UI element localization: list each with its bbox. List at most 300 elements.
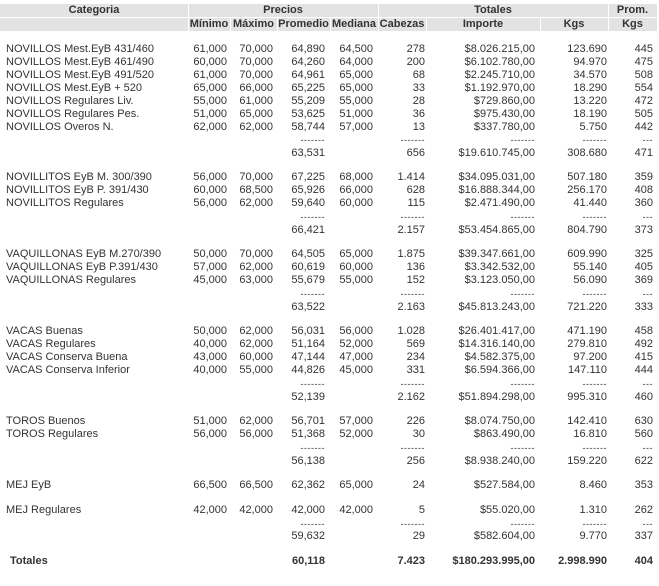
subtotal-divider bbox=[0, 444, 659, 453]
cell-mediana: 60,000 bbox=[339, 261, 373, 273]
subtotal-prom-kgs: 373 bbox=[634, 224, 653, 236]
dash-cabezas: ------- bbox=[400, 135, 425, 145]
cell-mediana: 57,000 bbox=[339, 415, 373, 427]
subtotal-cabezas: 2.163 bbox=[397, 301, 425, 313]
dash-importe: ------- bbox=[510, 443, 535, 453]
cell-importe: $4.582.375,00 bbox=[464, 351, 535, 363]
cell-cabezas: 1.028 bbox=[397, 325, 425, 337]
subtotal-divider bbox=[0, 380, 659, 389]
cell-prom-kgs: 359 bbox=[634, 171, 653, 183]
subtotal-divider bbox=[0, 520, 659, 529]
subtotal-row bbox=[0, 530, 659, 543]
cell-maximo: 68,500 bbox=[239, 184, 273, 196]
cell-cabezas: 13 bbox=[412, 121, 425, 133]
cell-mediana: 45,000 bbox=[339, 364, 373, 376]
cell-minimo: 51,000 bbox=[193, 415, 227, 427]
cell-kgs: 507.180 bbox=[567, 171, 607, 183]
cell-mediana: 55,000 bbox=[339, 95, 373, 107]
cell-kgs: 123.690 bbox=[567, 43, 607, 55]
cell-importe: $55.020,00 bbox=[479, 504, 535, 516]
cell-promedio: 58,744 bbox=[291, 121, 325, 133]
header-cabezas: Cabezas bbox=[379, 18, 425, 30]
cell-importe: $975.430,00 bbox=[473, 108, 535, 120]
cell-importe: $337.780,00 bbox=[473, 121, 535, 133]
cell-kgs: 256.170 bbox=[567, 184, 607, 196]
header-categoria: Categoria bbox=[68, 4, 120, 16]
dash-prom: --- bbox=[642, 519, 653, 529]
cell-kgs: 147.110 bbox=[568, 364, 607, 376]
cell-maximo: 62,000 bbox=[239, 338, 273, 350]
cell-prom-kgs: 475 bbox=[634, 56, 653, 68]
header-maximo: Máximo bbox=[233, 18, 274, 30]
cell-categoria: MEJ EyB bbox=[6, 479, 52, 491]
dash-promedio: ------- bbox=[300, 135, 325, 145]
cell-cabezas: 30 bbox=[412, 428, 425, 440]
cell-minimo: 40,000 bbox=[193, 364, 227, 376]
cell-maximo: 55,000 bbox=[239, 364, 273, 376]
cell-mediana: 65,000 bbox=[339, 248, 373, 260]
cell-mediana: 66,000 bbox=[339, 184, 373, 196]
cell-importe: $3.342.532,00 bbox=[464, 261, 535, 273]
cell-kgs: 279.810 bbox=[567, 338, 607, 350]
cell-promedio: 44,826 bbox=[291, 364, 325, 376]
subtotal-kgs: 995.310 bbox=[567, 391, 607, 403]
subtotal-cabezas: 2.157 bbox=[397, 224, 425, 236]
table-row bbox=[0, 504, 659, 517]
cell-maximo: 70,000 bbox=[239, 43, 273, 55]
cell-cabezas: 24 bbox=[412, 479, 425, 491]
cell-categoria: NOVILLITOS EyB P. 391/430 bbox=[6, 184, 149, 196]
cell-importe: $2.245.710,00 bbox=[464, 69, 535, 81]
subtotal-prom-kgs: 333 bbox=[634, 301, 653, 313]
header-divider bbox=[426, 18, 427, 31]
subtotal-divider bbox=[0, 136, 659, 145]
cell-mediana: 52,000 bbox=[339, 338, 373, 350]
cell-kgs: 471.190 bbox=[567, 325, 607, 337]
dash-kgs: ------- bbox=[582, 212, 607, 222]
cell-maximo: 62,000 bbox=[239, 197, 273, 209]
table-row bbox=[0, 428, 659, 441]
dash-prom: --- bbox=[642, 289, 653, 299]
cell-categoria: NOVILLOS Mest.EyB 431/460 bbox=[6, 43, 154, 55]
cell-promedio: 56,031 bbox=[291, 325, 325, 337]
table-row bbox=[0, 108, 659, 121]
dash-prom: --- bbox=[642, 379, 653, 389]
grand-total-promedio: 60,118 bbox=[291, 555, 325, 567]
cell-prom-kgs: 505 bbox=[634, 108, 653, 120]
cell-importe: $6.102.780,00 bbox=[464, 56, 535, 68]
cell-prom-kgs: 442 bbox=[634, 121, 653, 133]
dash-cabezas: ------- bbox=[400, 379, 425, 389]
header-divider bbox=[188, 4, 189, 17]
table-row bbox=[0, 56, 659, 69]
cell-mediana: 42,000 bbox=[339, 504, 373, 516]
cell-minimo: 65,000 bbox=[193, 82, 227, 94]
cell-promedio: 51,368 bbox=[291, 428, 325, 440]
cell-kgs: 18.190 bbox=[573, 108, 607, 120]
header-prom-kgs: Kgs bbox=[622, 18, 643, 30]
cell-mediana: 60,000 bbox=[339, 197, 373, 209]
subtotal-promedio: 63,531 bbox=[291, 147, 325, 159]
grand-total-cabezas: 7.423 bbox=[397, 555, 425, 567]
cell-maximo: 62,000 bbox=[239, 325, 273, 337]
cell-categoria: NOVILLITOS Regulares bbox=[6, 197, 124, 209]
subtotal-row bbox=[0, 391, 659, 404]
cell-promedio: 55,679 bbox=[291, 274, 325, 286]
header-kgs: Kgs bbox=[563, 18, 585, 30]
header-totales: Totales bbox=[474, 4, 512, 16]
cell-maximo: 60,000 bbox=[239, 351, 273, 363]
subtotal-row bbox=[0, 301, 659, 314]
cell-kgs: 16.810 bbox=[573, 428, 607, 440]
cell-cabezas: 200 bbox=[406, 56, 425, 68]
cell-minimo: 55,000 bbox=[193, 95, 227, 107]
dash-kgs: ------- bbox=[582, 135, 607, 145]
cell-cabezas: 152 bbox=[406, 274, 425, 286]
dash-prom: --- bbox=[642, 443, 653, 453]
subtotal-cabezas: 656 bbox=[406, 147, 425, 159]
subtotal-cabezas: 29 bbox=[412, 530, 425, 542]
header-prom: Prom. bbox=[616, 4, 649, 16]
cell-minimo: 45,000 bbox=[193, 274, 227, 286]
cell-kgs: 97.200 bbox=[573, 351, 607, 363]
cell-promedio: 51,164 bbox=[291, 338, 325, 350]
cell-cabezas: 136 bbox=[406, 261, 425, 273]
cell-cabezas: 278 bbox=[406, 43, 425, 55]
dash-importe: ------- bbox=[510, 135, 535, 145]
header-divider bbox=[540, 18, 541, 31]
table-row bbox=[0, 171, 659, 184]
dash-kgs: ------- bbox=[582, 443, 607, 453]
dash-promedio: ------- bbox=[300, 212, 325, 222]
cell-maximo: 66,500 bbox=[239, 479, 273, 491]
cell-maximo: 65,000 bbox=[239, 108, 273, 120]
cell-mediana: 64,000 bbox=[339, 56, 373, 68]
table-row bbox=[0, 325, 659, 338]
subtotal-prom-kgs: 460 bbox=[634, 391, 653, 403]
cell-promedio: 64,890 bbox=[291, 43, 325, 55]
cell-minimo: 50,000 bbox=[193, 248, 227, 260]
dash-kgs: ------- bbox=[582, 519, 607, 529]
cell-promedio: 64,260 bbox=[291, 56, 325, 68]
cell-cabezas: 569 bbox=[406, 338, 425, 350]
subtotal-promedio: 59,632 bbox=[291, 530, 325, 542]
cell-promedio: 59,640 bbox=[291, 197, 325, 209]
cell-cabezas: 33 bbox=[412, 82, 425, 94]
cell-kgs: 34.570 bbox=[573, 69, 607, 81]
header-precios: Precios bbox=[263, 4, 303, 16]
table-row bbox=[0, 82, 659, 95]
subtotal-kgs: 721.220 bbox=[567, 301, 607, 313]
header-divider bbox=[608, 4, 609, 17]
cell-categoria: VACAS Conserva Inferior bbox=[6, 364, 130, 376]
cell-maximo: 70,000 bbox=[239, 171, 273, 183]
dash-promedio: ------- bbox=[300, 519, 325, 529]
header-divider bbox=[608, 18, 609, 31]
header-minimo: Mínimo bbox=[189, 18, 229, 30]
cell-cabezas: 5 bbox=[418, 504, 425, 516]
cell-categoria: NOVILLOS Mest.EyB 491/520 bbox=[6, 69, 154, 81]
dash-cabezas: ------- bbox=[400, 289, 425, 299]
cell-prom-kgs: 369 bbox=[634, 274, 653, 286]
subtotal-kgs: 9.770 bbox=[579, 530, 607, 542]
grand-total-importe: $180.293.995,00 bbox=[452, 555, 535, 567]
header-divider bbox=[378, 18, 379, 31]
dash-cabezas: ------- bbox=[400, 212, 425, 222]
table-row bbox=[0, 274, 659, 287]
cell-cabezas: 331 bbox=[406, 364, 425, 376]
cell-importe: $8.026.215,00 bbox=[464, 43, 535, 55]
subtotal-importe: $53.454.865,00 bbox=[458, 224, 535, 236]
cell-prom-kgs: 630 bbox=[634, 415, 653, 427]
subtotal-prom-kgs: 471 bbox=[634, 147, 653, 159]
cell-maximo: 62,000 bbox=[239, 415, 273, 427]
cell-minimo: 50,000 bbox=[193, 325, 227, 337]
cell-promedio: 56,701 bbox=[291, 415, 325, 427]
cell-promedio: 65,926 bbox=[291, 184, 325, 196]
dash-cabezas: ------- bbox=[400, 443, 425, 453]
table-row bbox=[0, 43, 659, 56]
header-divider bbox=[378, 4, 379, 17]
subtotal-cabezas: 256 bbox=[406, 455, 425, 467]
cell-kgs: 609.990 bbox=[567, 248, 607, 260]
cell-maximo: 66,000 bbox=[239, 82, 273, 94]
cell-kgs: 8.460 bbox=[579, 479, 607, 491]
cell-categoria: TOROS Buenos bbox=[6, 415, 86, 427]
cell-minimo: 61,000 bbox=[193, 43, 227, 55]
cell-minimo: 57,000 bbox=[193, 261, 227, 273]
cell-mediana: 65,000 bbox=[339, 479, 373, 491]
subtotal-promedio: 56,138 bbox=[291, 455, 325, 467]
cell-cabezas: 68 bbox=[412, 69, 425, 81]
dash-kgs: ------- bbox=[582, 379, 607, 389]
cell-promedio: 65,225 bbox=[291, 82, 325, 94]
cell-importe: $2.471.490,00 bbox=[464, 197, 535, 209]
cell-mediana: 47,000 bbox=[339, 351, 373, 363]
cell-minimo: 60,000 bbox=[193, 184, 227, 196]
cell-categoria: NOVILLOS Mest.EyB 461/490 bbox=[6, 56, 154, 68]
cell-mediana: 65,000 bbox=[339, 82, 373, 94]
dash-importe: ------- bbox=[510, 379, 535, 389]
table-row bbox=[0, 338, 659, 351]
subtotal-kgs: 159.220 bbox=[567, 455, 607, 467]
grand-total-row bbox=[0, 555, 659, 568]
cell-importe: $34.095.031,00 bbox=[458, 171, 535, 183]
cell-importe: $14.316.140,00 bbox=[458, 338, 535, 350]
cell-mediana: 55,000 bbox=[339, 274, 373, 286]
cell-maximo: 61,000 bbox=[239, 95, 273, 107]
cell-kgs: 55.140 bbox=[573, 261, 607, 273]
subtotal-promedio: 66,421 bbox=[291, 224, 325, 236]
cell-kgs: 94.970 bbox=[573, 56, 607, 68]
cell-importe: $527.584,00 bbox=[473, 479, 535, 491]
cell-promedio: 53,625 bbox=[291, 108, 325, 120]
cell-minimo: 56,000 bbox=[193, 171, 227, 183]
cell-cabezas: 28 bbox=[412, 95, 425, 107]
cell-cabezas: 1.875 bbox=[397, 248, 425, 260]
subtotal-divider bbox=[0, 213, 659, 222]
subtotal-row bbox=[0, 147, 659, 160]
dash-prom: --- bbox=[642, 135, 653, 145]
subtotal-importe: $19.610.745,00 bbox=[458, 147, 535, 159]
header-divider bbox=[188, 18, 189, 31]
cell-prom-kgs: 444 bbox=[634, 364, 653, 376]
cell-minimo: 56,000 bbox=[193, 428, 227, 440]
header-divider bbox=[277, 18, 278, 31]
table-row bbox=[0, 261, 659, 274]
cell-maximo: 63,000 bbox=[239, 274, 273, 286]
subtotal-row bbox=[0, 224, 659, 237]
dash-cabezas: ------- bbox=[400, 519, 425, 529]
dash-promedio: ------- bbox=[300, 379, 325, 389]
cell-minimo: 56,000 bbox=[193, 197, 227, 209]
table-row bbox=[0, 364, 659, 377]
cell-categoria: VAQUILLONAS Regulares bbox=[6, 274, 137, 286]
cell-maximo: 70,000 bbox=[239, 56, 273, 68]
dash-importe: ------- bbox=[510, 212, 535, 222]
cell-mediana: 56,000 bbox=[339, 325, 373, 337]
subtotal-importe: $51.894.298,00 bbox=[458, 391, 535, 403]
cell-minimo: 42,000 bbox=[193, 504, 227, 516]
cell-minimo: 60,000 bbox=[193, 56, 227, 68]
cell-importe: $26.401.417,00 bbox=[458, 325, 535, 337]
table-row bbox=[0, 184, 659, 197]
cell-cabezas: 36 bbox=[412, 108, 425, 120]
header-divider bbox=[330, 18, 331, 31]
cell-mediana: 51,000 bbox=[339, 108, 373, 120]
cell-categoria: VAQUILLONAS EyB M.270/390 bbox=[6, 248, 162, 260]
cell-minimo: 51,000 bbox=[193, 108, 227, 120]
cell-importe: $6.594.366,00 bbox=[464, 364, 535, 376]
cell-prom-kgs: 405 bbox=[634, 261, 653, 273]
table-row bbox=[0, 69, 659, 82]
subtotal-prom-kgs: 622 bbox=[634, 455, 653, 467]
header-row-top bbox=[0, 4, 657, 17]
cell-prom-kgs: 408 bbox=[634, 184, 653, 196]
cell-maximo: 62,000 bbox=[239, 121, 273, 133]
cell-categoria: TOROS Regulares bbox=[6, 428, 99, 440]
cell-minimo: 66,500 bbox=[193, 479, 227, 491]
cell-importe: $3.123.050,00 bbox=[464, 274, 535, 286]
cell-maximo: 70,000 bbox=[239, 69, 273, 81]
cell-kgs: 56.090 bbox=[573, 274, 607, 286]
dash-importe: ------- bbox=[510, 289, 535, 299]
dash-promedio: ------- bbox=[300, 443, 325, 453]
cell-cabezas: 226 bbox=[406, 415, 425, 427]
cell-minimo: 62,000 bbox=[193, 121, 227, 133]
cell-promedio: 64,961 bbox=[291, 69, 325, 81]
cell-maximo: 56,000 bbox=[239, 428, 273, 440]
cell-importe: $863.490,00 bbox=[473, 428, 535, 440]
grand-total-prom-kgs: 404 bbox=[634, 555, 653, 567]
cell-cabezas: 115 bbox=[407, 197, 425, 209]
grand-total-kgs: 2.998.990 bbox=[558, 555, 607, 567]
cell-cabezas: 1.414 bbox=[397, 171, 425, 183]
subtotal-row bbox=[0, 455, 659, 468]
cell-prom-kgs: 554 bbox=[634, 82, 653, 94]
cell-prom-kgs: 508 bbox=[634, 69, 653, 81]
cell-maximo: 62,000 bbox=[239, 261, 273, 273]
subtotal-kgs: 308.680 bbox=[567, 147, 607, 159]
cell-importe: $16.888.344,00 bbox=[458, 184, 535, 196]
cell-prom-kgs: 353 bbox=[634, 479, 653, 491]
cell-prom-kgs: 415 bbox=[634, 351, 653, 363]
cell-importe: $8.074.750,00 bbox=[464, 415, 535, 427]
dash-kgs: ------- bbox=[582, 289, 607, 299]
cell-categoria: NOVILLITOS EyB M. 300/390 bbox=[6, 171, 152, 183]
cell-categoria: NOVILLOS Regulares Pes. bbox=[6, 108, 140, 120]
header-promedio: Promedio bbox=[278, 18, 329, 30]
cell-promedio: 64,505 bbox=[291, 248, 325, 260]
cell-kgs: 142.410 bbox=[567, 415, 607, 427]
cell-prom-kgs: 492 bbox=[634, 338, 653, 350]
subtotal-importe: $582.604,00 bbox=[473, 530, 535, 542]
cell-prom-kgs: 458 bbox=[634, 325, 653, 337]
cell-promedio: 42,000 bbox=[291, 504, 325, 516]
cell-promedio: 60,619 bbox=[291, 261, 325, 273]
cell-prom-kgs: 560 bbox=[634, 428, 653, 440]
cell-categoria: MEJ Regulares bbox=[6, 504, 82, 516]
cell-kgs: 5.750 bbox=[579, 121, 607, 133]
table-row bbox=[0, 351, 659, 364]
subtotal-cabezas: 2.162 bbox=[397, 391, 425, 403]
subtotal-promedio: 52,139 bbox=[291, 391, 325, 403]
subtotal-promedio: 63,522 bbox=[291, 301, 325, 313]
cell-categoria: VACAS Regulares bbox=[6, 338, 96, 350]
cell-categoria: VAQUILLONAS EyB P.391/430 bbox=[6, 261, 158, 273]
cell-categoria: NOVILLOS Mest.EyB + 520 bbox=[6, 82, 143, 94]
cell-categoria: NOVILLOS Overos N. bbox=[6, 121, 114, 133]
cell-prom-kgs: 472 bbox=[634, 95, 653, 107]
cell-mediana: 65,000 bbox=[339, 69, 373, 81]
cell-kgs: 1.310 bbox=[579, 504, 607, 516]
subtotal-importe: $8.938.240,00 bbox=[464, 455, 535, 467]
cell-importe: $39.347.661,00 bbox=[458, 248, 535, 260]
table-row bbox=[0, 248, 659, 261]
cell-mediana: 68,000 bbox=[339, 171, 373, 183]
cell-prom-kgs: 360 bbox=[634, 197, 653, 209]
dash-prom: --- bbox=[642, 212, 653, 222]
cell-kgs: 41.440 bbox=[573, 197, 607, 209]
cell-cabezas: 628 bbox=[406, 184, 425, 196]
grand-total-label: Totales bbox=[10, 555, 48, 567]
cell-promedio: 55,209 bbox=[291, 95, 325, 107]
table-row bbox=[0, 121, 659, 134]
cell-prom-kgs: 445 bbox=[634, 43, 653, 55]
cell-kgs: 13.220 bbox=[573, 95, 607, 107]
cell-minimo: 43,000 bbox=[193, 351, 227, 363]
cell-categoria: NOVILLOS Regulares Liv. bbox=[6, 95, 134, 107]
cell-categoria: VACAS Conserva Buena bbox=[6, 351, 128, 363]
cell-mediana: 52,000 bbox=[339, 428, 373, 440]
subtotal-kgs: 804.790 bbox=[567, 224, 607, 236]
dash-importe: ------- bbox=[510, 519, 535, 529]
cell-importe: $1.192.970,00 bbox=[464, 82, 535, 94]
cell-mediana: 64,500 bbox=[339, 43, 373, 55]
subtotal-divider bbox=[0, 290, 659, 299]
cell-mediana: 57,000 bbox=[339, 121, 373, 133]
table-row bbox=[0, 95, 659, 108]
header-importe: Importe bbox=[462, 18, 504, 30]
table-row bbox=[0, 197, 659, 210]
cell-promedio: 62,362 bbox=[291, 479, 325, 491]
cell-promedio: 47,144 bbox=[291, 351, 325, 363]
cell-maximo: 42,000 bbox=[239, 504, 273, 516]
cell-prom-kgs: 325 bbox=[634, 248, 653, 260]
cell-minimo: 61,000 bbox=[193, 69, 227, 81]
header-divider bbox=[230, 18, 231, 31]
dash-promedio: ------- bbox=[300, 289, 325, 299]
